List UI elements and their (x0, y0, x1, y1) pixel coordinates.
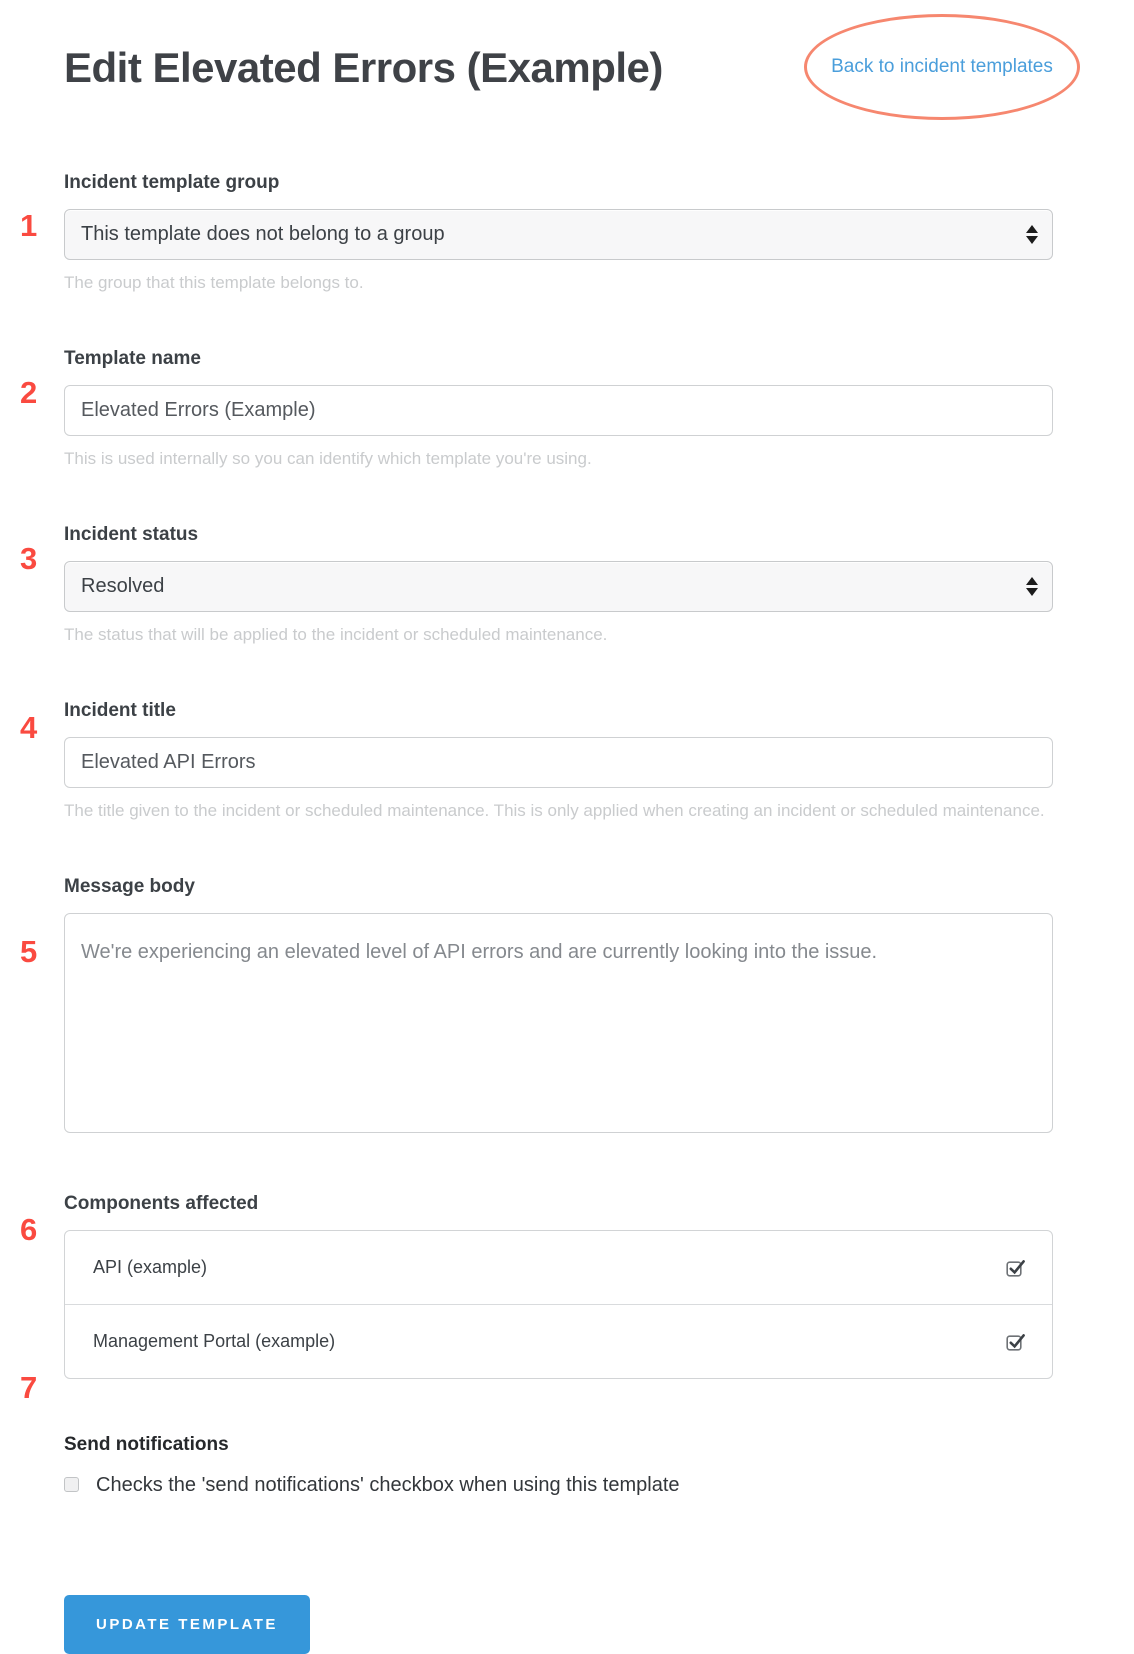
components-affected-label: Components affected (64, 1193, 259, 1214)
page-header (64, 36, 1053, 138)
field-send-notifications (64, 1434, 1053, 1497)
annotation-number-3: 3 (20, 541, 38, 576)
incident-template-form (64, 172, 1053, 1654)
send-notifications-checkbox[interactable] (64, 1477, 79, 1492)
incident-status-label: Incident status (64, 524, 199, 545)
message-body-textarea[interactable] (64, 913, 1053, 1133)
component-row-management-portal[interactable] (65, 1304, 1052, 1378)
select-arrows-icon (1026, 225, 1038, 244)
annotation-number-5: 5 (20, 934, 38, 969)
incident-template-group-label: Incident template group (64, 172, 280, 193)
component-row-api[interactable] (65, 1231, 1052, 1304)
field-incident-title (64, 700, 1053, 821)
incident-status-help: The status that will be applied to the incident or scheduled maintenance. (64, 625, 608, 644)
field-components-affected (64, 1193, 1053, 1379)
template-name-label: Template name (64, 348, 201, 369)
annotation-number-6: 6 (20, 1212, 38, 1247)
incident-title-input[interactable] (64, 737, 1053, 788)
components-list (64, 1230, 1053, 1379)
incident-title-help: The title given to the incident or scheduled maintenance. This is only applied when creating an incident or scheduled maintenance. (64, 801, 1045, 820)
annotation-number-1: 1 (20, 208, 38, 243)
page-title: Edit Elevated Errors (Example) (64, 44, 663, 91)
send-notifications-description: Checks the 'send notifications' checkbox when using this template (96, 1474, 680, 1496)
incident-title-label: Incident title (64, 700, 176, 721)
component-name: Management Portal (example) (93, 1331, 336, 1351)
incident-status-selected-value: Resolved (81, 575, 165, 597)
message-body-label: Message body (64, 876, 195, 897)
select-arrows-icon (1026, 577, 1038, 596)
template-name-input[interactable] (64, 385, 1053, 436)
incident-template-group-help: The group that this template belongs to. (64, 273, 364, 292)
incident-template-group-select[interactable] (64, 209, 1053, 260)
template-name-help: This is used internally so you can identify which template you're using. (64, 449, 592, 468)
incident-status-select[interactable] (64, 561, 1053, 612)
component-name: API (example) (93, 1257, 208, 1277)
send-notifications-label: Send notifications (64, 1434, 229, 1455)
back-to-incident-templates-link[interactable]: Back to incident templates (831, 56, 1053, 77)
field-template-name (64, 348, 1053, 469)
annotation-number-7: 7 (20, 1370, 38, 1405)
annotation-number-4: 4 (20, 710, 38, 745)
checked-checkbox-icon[interactable] (1006, 1332, 1026, 1352)
incident-template-group-selected-value: This template does not belong to a group (81, 223, 445, 245)
annotation-ellipse (804, 14, 1080, 120)
field-incident-template-group (64, 172, 1053, 293)
annotation-number-2: 2 (20, 375, 38, 410)
field-message-body (64, 876, 1053, 1138)
update-template-button[interactable]: UPDATE TEMPLATE (64, 1595, 310, 1654)
field-incident-status (64, 524, 1053, 645)
checked-checkbox-icon[interactable] (1006, 1258, 1026, 1278)
send-notifications-row (64, 1474, 1053, 1497)
